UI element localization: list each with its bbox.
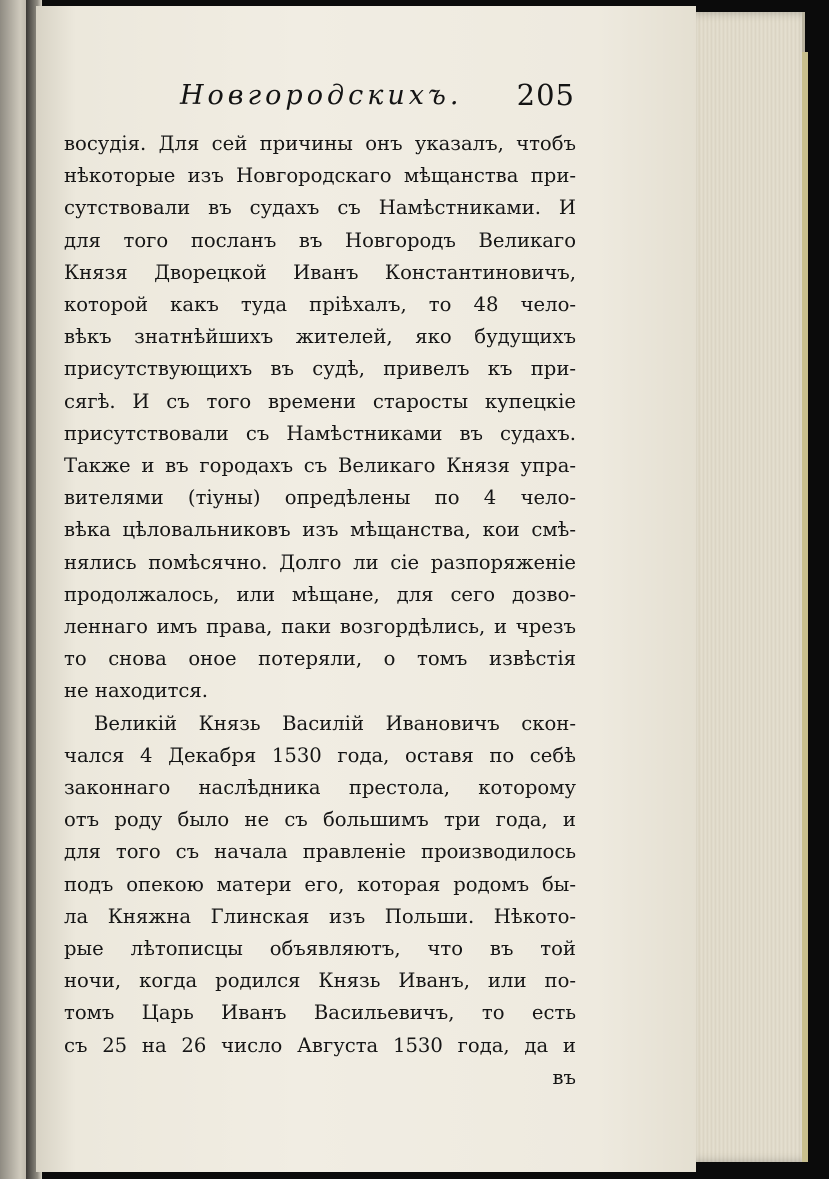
text-line: отъ роду было не съ большимъ три года, и	[64, 808, 576, 832]
text-line: нѣкоторые изъ Новгородскаго мѣщанства при-	[64, 164, 576, 188]
text-line: то снова оное потеряли, о томъ извѣстія	[64, 647, 576, 671]
text-line: рые лѣтописцы объявляютъ, что въ той	[64, 937, 576, 961]
running-head: Новгородскихъ.	[180, 80, 463, 111]
text-line: съ 25 на 26 число Августа 1530 года, да и	[64, 1033, 576, 1057]
text-line: присутствующихъ въ судѣ, привелъ къ при-	[64, 357, 576, 381]
text-line: Князя Дворецкой Иванъ Константиновичъ,	[64, 260, 576, 284]
text-line: восудія. Для сей причины онъ указалъ, чтобъ	[64, 132, 576, 155]
body-text	[64, 128, 576, 1094]
text-line: Также и въ городахъ съ Великаго Князя упра-	[64, 454, 576, 478]
text-line: чался 4 Декабря 1530 года, оставя по себѣ	[64, 743, 576, 767]
text-line: сутствовали въ судахъ съ Намѣстниками. И	[64, 196, 576, 220]
text-line: ла Княжна Глинская изъ Польши. Нѣкото-	[64, 904, 576, 928]
text-line: законнаго наслѣдника престола, которому	[64, 776, 576, 800]
text-line: для того съ начала правленіе производилось	[64, 840, 576, 864]
text-line: подъ опекою матери его, которая родомъ бы-	[64, 872, 576, 896]
text-line: продолжалось, или мѣщане, для сего дозво-	[64, 582, 576, 606]
text-line: для того посланъ въ Новгородъ Великаго	[64, 228, 576, 252]
paragraph-start-line: Великій Князь Василій Ивановичъ скон-	[94, 711, 576, 735]
page-header	[150, 80, 575, 120]
page-stack-edges	[684, 12, 805, 1162]
text-line: ночи, когда родился Князь Иванъ, или по-	[64, 969, 576, 993]
text-line: томъ Царь Иванъ Васильевичъ, то есть	[64, 1001, 576, 1025]
text-line: нялись помѣсячно. Долго ли сіе разпоряженіе	[64, 550, 576, 574]
paragraph-end-line: не находится.	[64, 679, 208, 703]
text-line: которой какъ туда пріѣхалъ, то 48 чело-	[64, 293, 576, 317]
text-line: вѣка цѣловальниковъ изъ мѣщанства, кои смѣ-	[64, 518, 576, 542]
text-line: леннаго имъ права, паки возгордѣлись, и чрезъ	[64, 615, 576, 639]
text-line: вителями (тіуны) опредѣлены по 4 чело-	[64, 486, 576, 510]
text-line: присутствовали съ Намѣстниками въ судахъ.	[64, 421, 576, 445]
text-line: вѣкъ знатнѣйшихъ жителей, яко будущихъ	[64, 325, 576, 349]
page-number: 205	[516, 78, 575, 112]
catchword: въ	[552, 1065, 576, 1089]
text-line: сягѣ. И съ того времени старосты купецкіе	[64, 389, 576, 413]
